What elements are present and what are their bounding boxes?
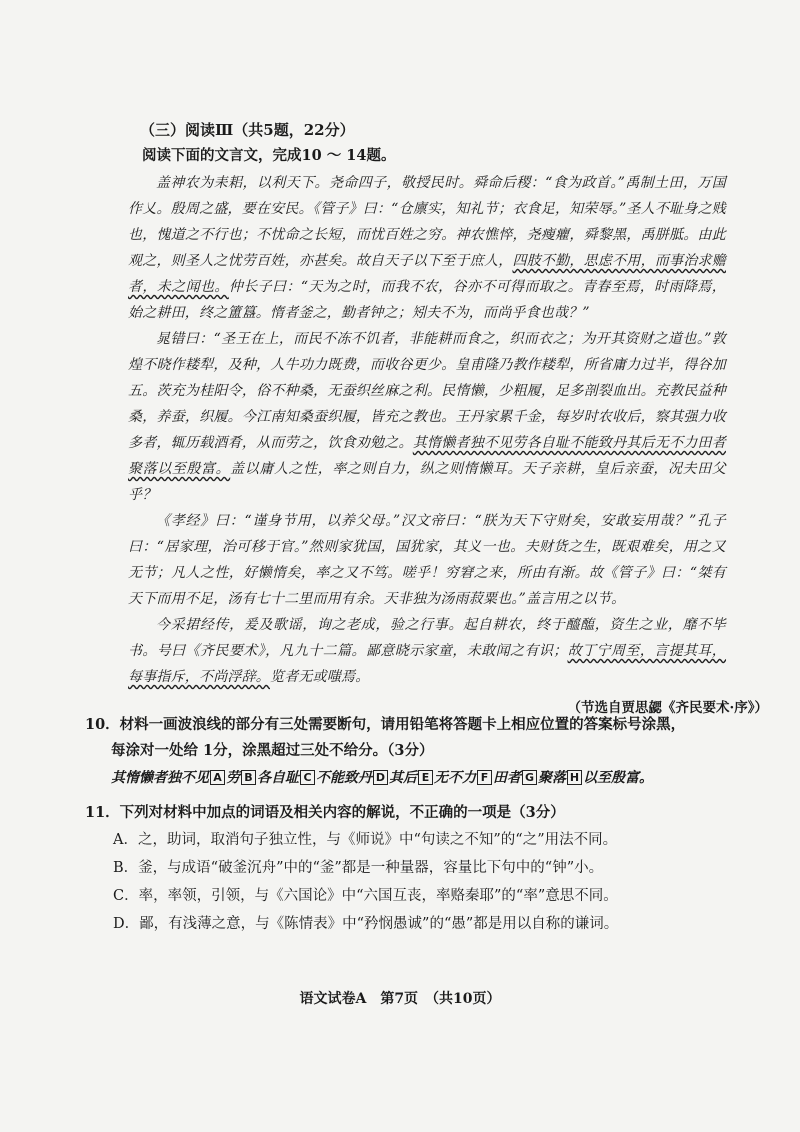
sentence-segment: 聚落 [538,770,566,786]
passage-text: 盖神农为耒耜，以利天下。尧命四子，敬授民时。舜命后稷：“食为政首。”禹制土田，万国作乂。殷周之盛，要在安民。《管子》曰：“仓廪实，知礼节；衣食足，知荣辱。”圣人不耻身之贱也，愧道之不行也；不忧命之长短，而忧百姓之穷。神农憔悴，尧瘦癯，舜黎黑，禹胼胝。由此观之，则圣人之忧劳百姓，亦甚矣。故自天子以下至于庶人， [128,175,726,269]
answer-box-b[interactable]: B [241,770,256,785]
sentence-segment: 以至殷富。 [583,770,653,786]
option-a[interactable]: A．之，助词，取消句子独立性，与《师说》中“句读之不知”的“之”用法不同。 [113,832,618,848]
passage-text: 览者无或嗤焉。 [270,669,370,685]
wavy-underlined-text: 其惰懒者独不见劳各自耻不能致丹其后无不力田者聚落以至殷富。 [128,435,726,477]
answer-box-d[interactable]: D [373,770,388,785]
passage-text: 仲长子曰：“天为之时，而我不农，谷亦不可得而取之。青春至焉，时雨降焉，始之耕田，终之簠簋。惰者釜之，勤者钟之；矧夫不为，而尚乎食也哉？” [128,279,726,321]
page-footer: 语文试卷A 第7页 （共10页） [299,991,501,1007]
answer-box-f[interactable]: F [477,770,492,785]
passage-paragraph-3: 《孝经》曰：“谨身节用，以养父母。”汉文帝曰：“朕为天下守财矣，安敢妄用哉？”孔子曰：“居家理，治可移于官。”然则家犹国，国犹家，其义一也。夫财货之生，既艰难矣，用之又无节；凡人之性，好懒惰矣，率之又不笃。嗟乎！穷窘之来，所由有渐。故《管子》曰：“桀有天下而用不足，汤有七十二里而用有余。天非独为汤雨菽粟也。”盖言用之以节。 [128,513,726,607]
passage-paragraph-2 [128,326,726,508]
section-instruction: 阅读下面的文言文，完成10 ～ 14题。 [142,147,396,164]
sentence-segment: 其后 [389,770,417,786]
sentence-segment: 田者 [493,770,521,786]
answer-box-e[interactable]: E [418,770,433,785]
answer-box-g[interactable]: G [522,770,537,785]
section-title: （三）阅读Ⅲ（共5题，22分） [140,121,355,139]
passage-text: 盖以庸人之性，率之则自力，纵之则惰懒耳。天子亲耕，皇后亲蚕，况夫田父乎？ [128,461,726,503]
question-11-stem: 11．下列对材料中加点的词语及相关内容的解说，不正确的一项是（3分） [85,804,565,821]
wavy-underlined-text: 故丁宁周至，言提其耳，每事指斥，不尚浮辞。 [128,643,727,685]
answer-box-h[interactable]: H [567,770,582,785]
question-10-stem-cont: 每涂对一处给 1分，涂黑超过三处不给分。（3分） [111,742,434,759]
passage-text: 晁错曰：“圣王在上，而民不冻不饥者，非能耕而食之，织而衣之；为开其资财之道也。”敦煌不晓作耧犁，及种，人牛功力既费，而收谷更少。皇甫隆乃教作耧犁，所省庸力过半，得谷加五。茨充为桂阳令，俗不种桑，无蚕织丝麻之利。民惰懒，少粗履，足多剖裂血出。充教民益种桑，养蚕，织履。今江南知桑蚕织履，皆充之教也。王丹家累千金，每岁时农收后，察其强力收多者，辄历载酒肴，从而劳之，饮食劝勉之。 [128,331,726,451]
answer-box-a[interactable]: A [210,770,225,785]
option-b[interactable]: B．釜，与成语“破釜沉舟”中的“釜”都是一种量器，容量比下句中的“钟”小。 [113,860,604,876]
sentence-segment: 劳 [226,770,240,786]
sentence-segment: 无不力 [434,770,476,786]
question-11 [85,800,735,938]
passage-source: （节选自贾思勰《齐民要术·序》） [567,700,768,716]
question-10-stem: 10．材料一画波浪线的部分有三处需要断句，请用铅笔将答题卡上相应位置的答案标号涂黑， [85,716,686,733]
question-10 [85,712,735,792]
sentence-segment: 其惰懒者独不见 [111,770,209,786]
answer-box-c[interactable]: C [300,770,315,785]
option-c[interactable]: C．率，率领，引领，与《六国论》中“六国互丧，率赂秦耶”的“率”意思不同。 [113,888,618,904]
passage-paragraph-4 [128,612,726,690]
passage-text: 今采捃经传，爰及歌谣，询之老成，验之行事。起自耕农，终于醯醢，资生之业，靡不毕书。号曰《齐民要术》，凡九十二篇。鄙意晓示家童，未敢闻之有识； [128,617,726,659]
sentence-segment: 不能致丹 [316,770,372,786]
reading-section [128,118,768,720]
punctuation-sentence [85,764,735,792]
sentence-segment: 各自耻 [257,770,299,786]
wavy-underlined-text: 四肢不勤，思虑不用，而事治求赡者，未之闻也。 [128,253,726,295]
option-d[interactable]: D．鄙，有浅薄之意，与《陈情表》中“矜悯愚诚”的“愚”都是用以自称的谦词。 [113,916,619,932]
passage-paragraph-1 [128,170,726,326]
